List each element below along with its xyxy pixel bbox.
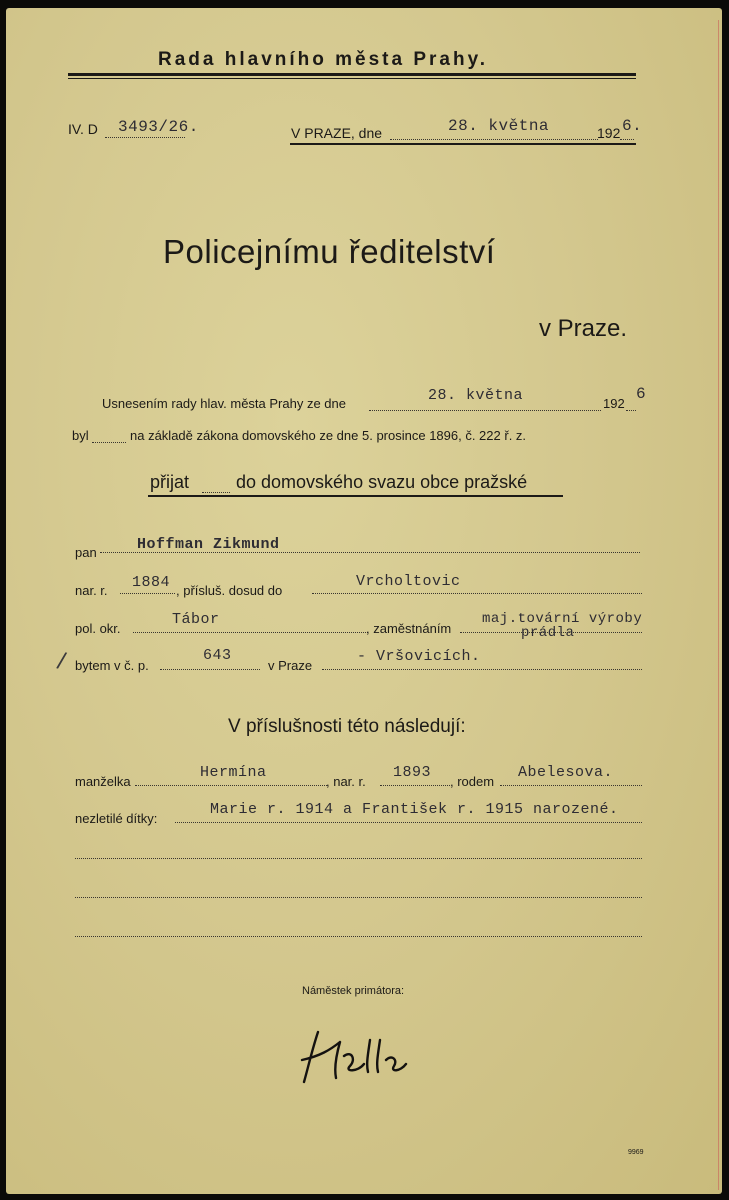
wife-label: manželka — [75, 774, 131, 789]
wife-born-dotted-line — [380, 785, 450, 786]
children-label: nezletilé dítky: — [75, 811, 158, 826]
city-dotted-line — [322, 669, 642, 670]
resolution-date: 28. května — [428, 387, 524, 404]
residence-label: bytem v č. p. — [75, 658, 149, 673]
resolution-year-prefix: 192 — [603, 396, 625, 411]
year-dotted-line — [620, 139, 634, 140]
ref-number: 3493/26. — [118, 118, 199, 136]
city-label: v Praze — [268, 658, 313, 673]
header-rule-thick — [68, 73, 636, 76]
document-page — [6, 8, 722, 1194]
family-heading: V příslušnosti této následují: — [228, 716, 466, 737]
children-text: Marie r. 1914 a František r. 1915 narozené. — [210, 801, 619, 818]
resolution-year-dotted-line — [626, 410, 636, 411]
district-label: pol. okr. — [75, 621, 121, 636]
wife-born-year: 1893 — [393, 764, 432, 781]
belong-label: , přísluš. dosud do — [176, 583, 283, 598]
residence-dotted-line — [160, 669, 260, 670]
belong-place: Vrcholtovic — [356, 573, 461, 590]
maiden-name: Abelesova. — [518, 764, 614, 781]
resolution-line2-prefix: byl — [72, 428, 89, 443]
maiden-dotted-line — [500, 785, 642, 786]
occupation-line2: prádla — [521, 625, 575, 641]
year-prefix: 192 — [597, 125, 621, 141]
city-part: - Vršovicích. — [357, 648, 481, 665]
decision-text: do domovského svazu obce pražské — [236, 472, 528, 492]
decision-accepted: přijat — [150, 472, 190, 492]
born-dotted-line — [120, 593, 175, 594]
decision-underline — [148, 495, 563, 497]
district: Tábor — [172, 611, 220, 628]
pan-label: pan — [75, 545, 97, 560]
maiden-label: , rodem — [450, 774, 495, 789]
blank-line-2 — [75, 897, 642, 898]
year-suffix: 6. — [622, 117, 643, 135]
born-label: nar. r. — [75, 583, 108, 598]
signature — [300, 1020, 420, 1090]
resolution-year-suffix: 6 — [636, 385, 647, 403]
occupation-label: , zaměstnáním — [366, 621, 452, 636]
resolution-date-dotted-line — [369, 410, 601, 411]
margin-line — [718, 20, 719, 1190]
born-year: 1884 — [132, 574, 171, 591]
resolution-prefix: Usnesením rady hlav. města Prahy ze dne — [102, 396, 346, 411]
decision-dotted-line — [202, 492, 230, 493]
person-name: Hoffman Zikmund — [137, 536, 280, 553]
print-code: 9969 — [628, 1149, 644, 1156]
district-dotted-line — [133, 632, 368, 633]
children-dotted-line — [175, 822, 642, 823]
wife-dotted-line — [135, 785, 327, 786]
header-date: 28. května — [448, 117, 550, 135]
resolution-line2-text: na základě zákona domovského ze dne 5. prosince 1896, č. 222 ř. z. — [130, 428, 527, 443]
blank-line-1 — [75, 858, 642, 859]
header-rule-thin — [68, 78, 636, 79]
belong-dotted-line — [312, 593, 642, 594]
house-number: 643 — [203, 647, 232, 664]
blank-line-3 — [75, 936, 642, 937]
date-underline — [290, 143, 636, 145]
wife-born-label: , nar. r. — [326, 774, 366, 789]
council-heading: Rada hlavního města Prahy. — [158, 49, 489, 70]
signature-label: Náměstek primátora: — [302, 985, 405, 997]
ref-prefix: IV. D — [68, 121, 98, 137]
resolution-line2-dotted-line — [92, 442, 126, 443]
recipient-city: v Praze. — [539, 315, 628, 342]
place-prefix: V PRAZE, dne — [291, 125, 383, 141]
ref-dotted-line — [105, 137, 185, 138]
wife-name: Hermína — [200, 764, 267, 781]
date-dotted-line — [390, 139, 598, 140]
recipient-title: Policejnímu ředitelství — [163, 233, 496, 270]
occupation-line1: maj.tovární výroby — [482, 611, 643, 627]
pencil-mark: / — [54, 647, 69, 676]
